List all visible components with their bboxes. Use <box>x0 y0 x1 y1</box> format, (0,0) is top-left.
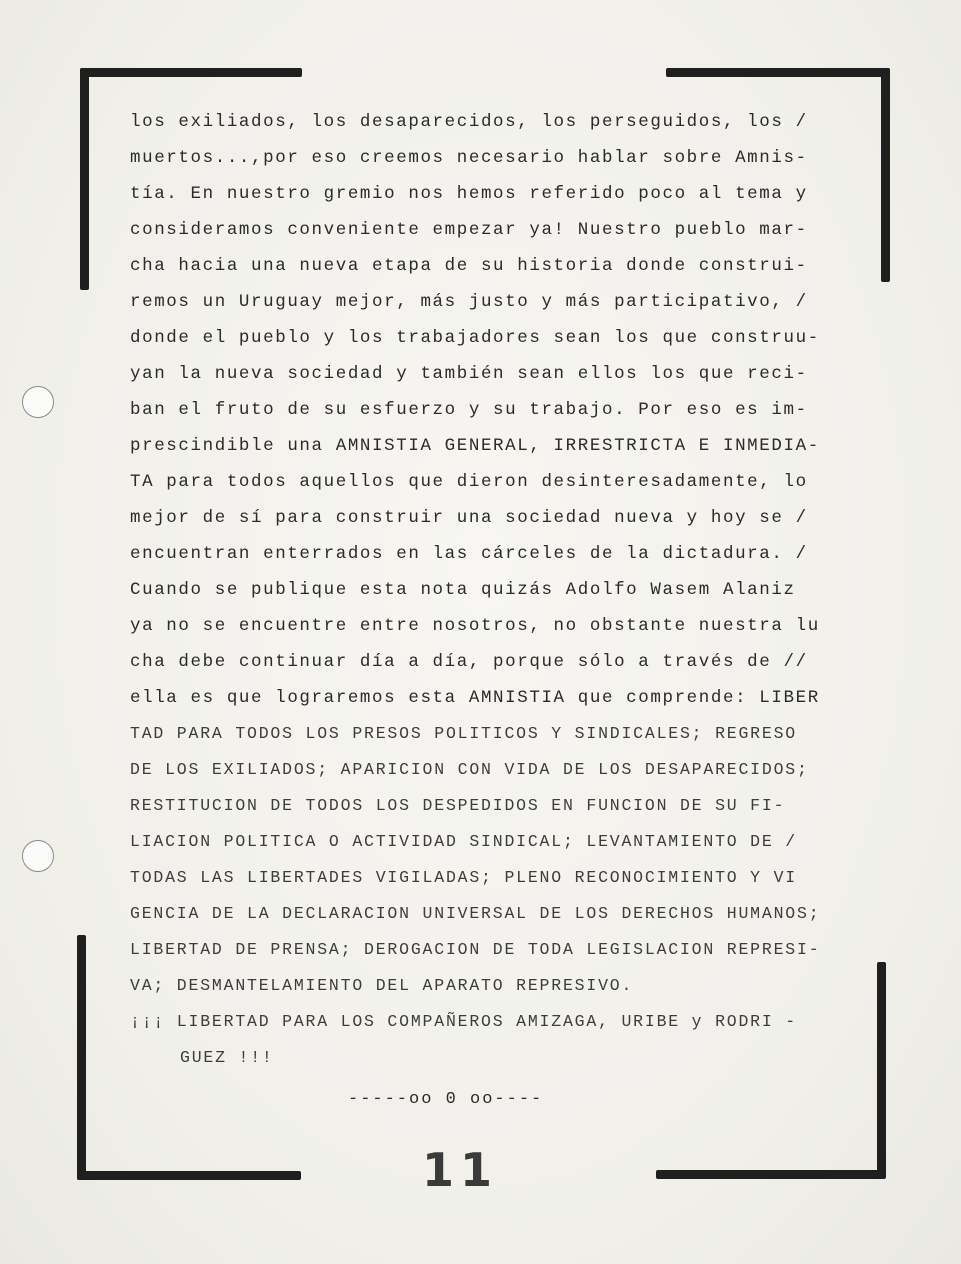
punch-hole-lower <box>22 840 54 872</box>
corner-bracket-bottom-right-vertical <box>877 962 886 1177</box>
text-line: tía. En nuestro gremio nos hemos referido poco al tema y <box>130 184 808 204</box>
text-line: TA para todos aquellos que dieron desinteresadamente, lo <box>130 472 808 492</box>
text-line: muertos...,por eso creemos necesario hablar sobre Amnis- <box>130 148 808 168</box>
text-line: ban el fruto de su esfuerzo y su trabajo. Por eso es im- <box>130 400 808 420</box>
text-line: VA; DESMANTELAMIENTO DEL APARATO REPRESIVO. <box>130 976 634 995</box>
text-line: ella es que lograremos esta AMNISTIA que comprende: LIBER <box>130 688 820 708</box>
text-line: LIBERTAD DE PRENSA; DEROGACION DE TODA LEGISLACION REPRESI- <box>130 940 821 959</box>
text-line: donde el pueblo y los trabajadores sean los que construu- <box>130 328 820 348</box>
text-line: LIACION POLITICA O ACTIVIDAD SINDICAL; LEVANTAMIENTO DE / <box>130 832 797 851</box>
text-line: mejor de sí para construir una sociedad nueva y hoy se / <box>130 508 808 528</box>
text-line: TAD PARA TODOS LOS PRESOS POLITICOS Y SINDICALES; REGRESO <box>130 724 797 743</box>
text-line: TODAS LAS LIBERTADES VIGILADAS; PLENO RECONOCIMIENTO Y VI <box>130 868 797 887</box>
corner-bracket-bottom-left-vertical <box>77 935 86 1180</box>
corner-bracket-bottom-left <box>77 1171 301 1180</box>
text-line: los exiliados, los desaparecidos, los perseguidos, los / <box>130 112 808 132</box>
corner-bracket-top-left-vertical <box>80 68 89 290</box>
page-number: 11 <box>422 1143 499 1197</box>
corner-bracket-top-left <box>80 68 302 77</box>
text-line: DE LOS EXILIADOS; APARICION CON VIDA DE LOS DESAPARECIDOS; <box>130 760 809 779</box>
text-line: cha debe continuar día a día, porque sólo a través de // <box>130 652 808 672</box>
corner-bracket-top-right <box>666 68 890 77</box>
punch-hole-upper <box>22 386 54 418</box>
text-line: consideramos conveniente empezar ya! Nuestro pueblo mar- <box>130 220 808 240</box>
text-line: ¡¡¡ LIBERTAD PARA LOS COMPAÑEROS AMIZAGA, URIBE y RODRI - <box>130 1012 797 1031</box>
text-line: Cuando se publique esta nota quizás Adolfo Wasem Alaniz <box>130 580 796 600</box>
text-line: ya no se encuentre entre nosotros, no obstante nuestra lu <box>130 616 820 636</box>
text-line: RESTITUCION DE TODOS LOS DESPEDIDOS EN FUNCION DE SU FI- <box>130 796 786 815</box>
text-line: GUEZ !!! <box>180 1048 274 1067</box>
section-divider: -----oo 0 oo---- <box>348 1090 544 1109</box>
typed-text-block <box>130 104 870 1076</box>
text-line: prescindible una AMNISTIA GENERAL, IRRESTRICTA E INMEDIA- <box>130 436 820 456</box>
text-line: cha hacia una nueva etapa de su historia donde construi- <box>130 256 808 276</box>
text-line: encuentran enterrados en las cárceles de la dictadura. / <box>130 544 808 564</box>
corner-bracket-top-right-vertical <box>881 68 890 282</box>
corner-bracket-bottom-right <box>656 1170 886 1179</box>
text-line: remos un Uruguay mejor, más justo y más participativo, / <box>130 292 808 312</box>
text-line: yan la nueva sociedad y también sean ellos los que reci- <box>130 364 808 384</box>
text-line: GENCIA DE LA DECLARACION UNIVERSAL DE LOS DERECHOS HUMANOS; <box>130 904 821 923</box>
